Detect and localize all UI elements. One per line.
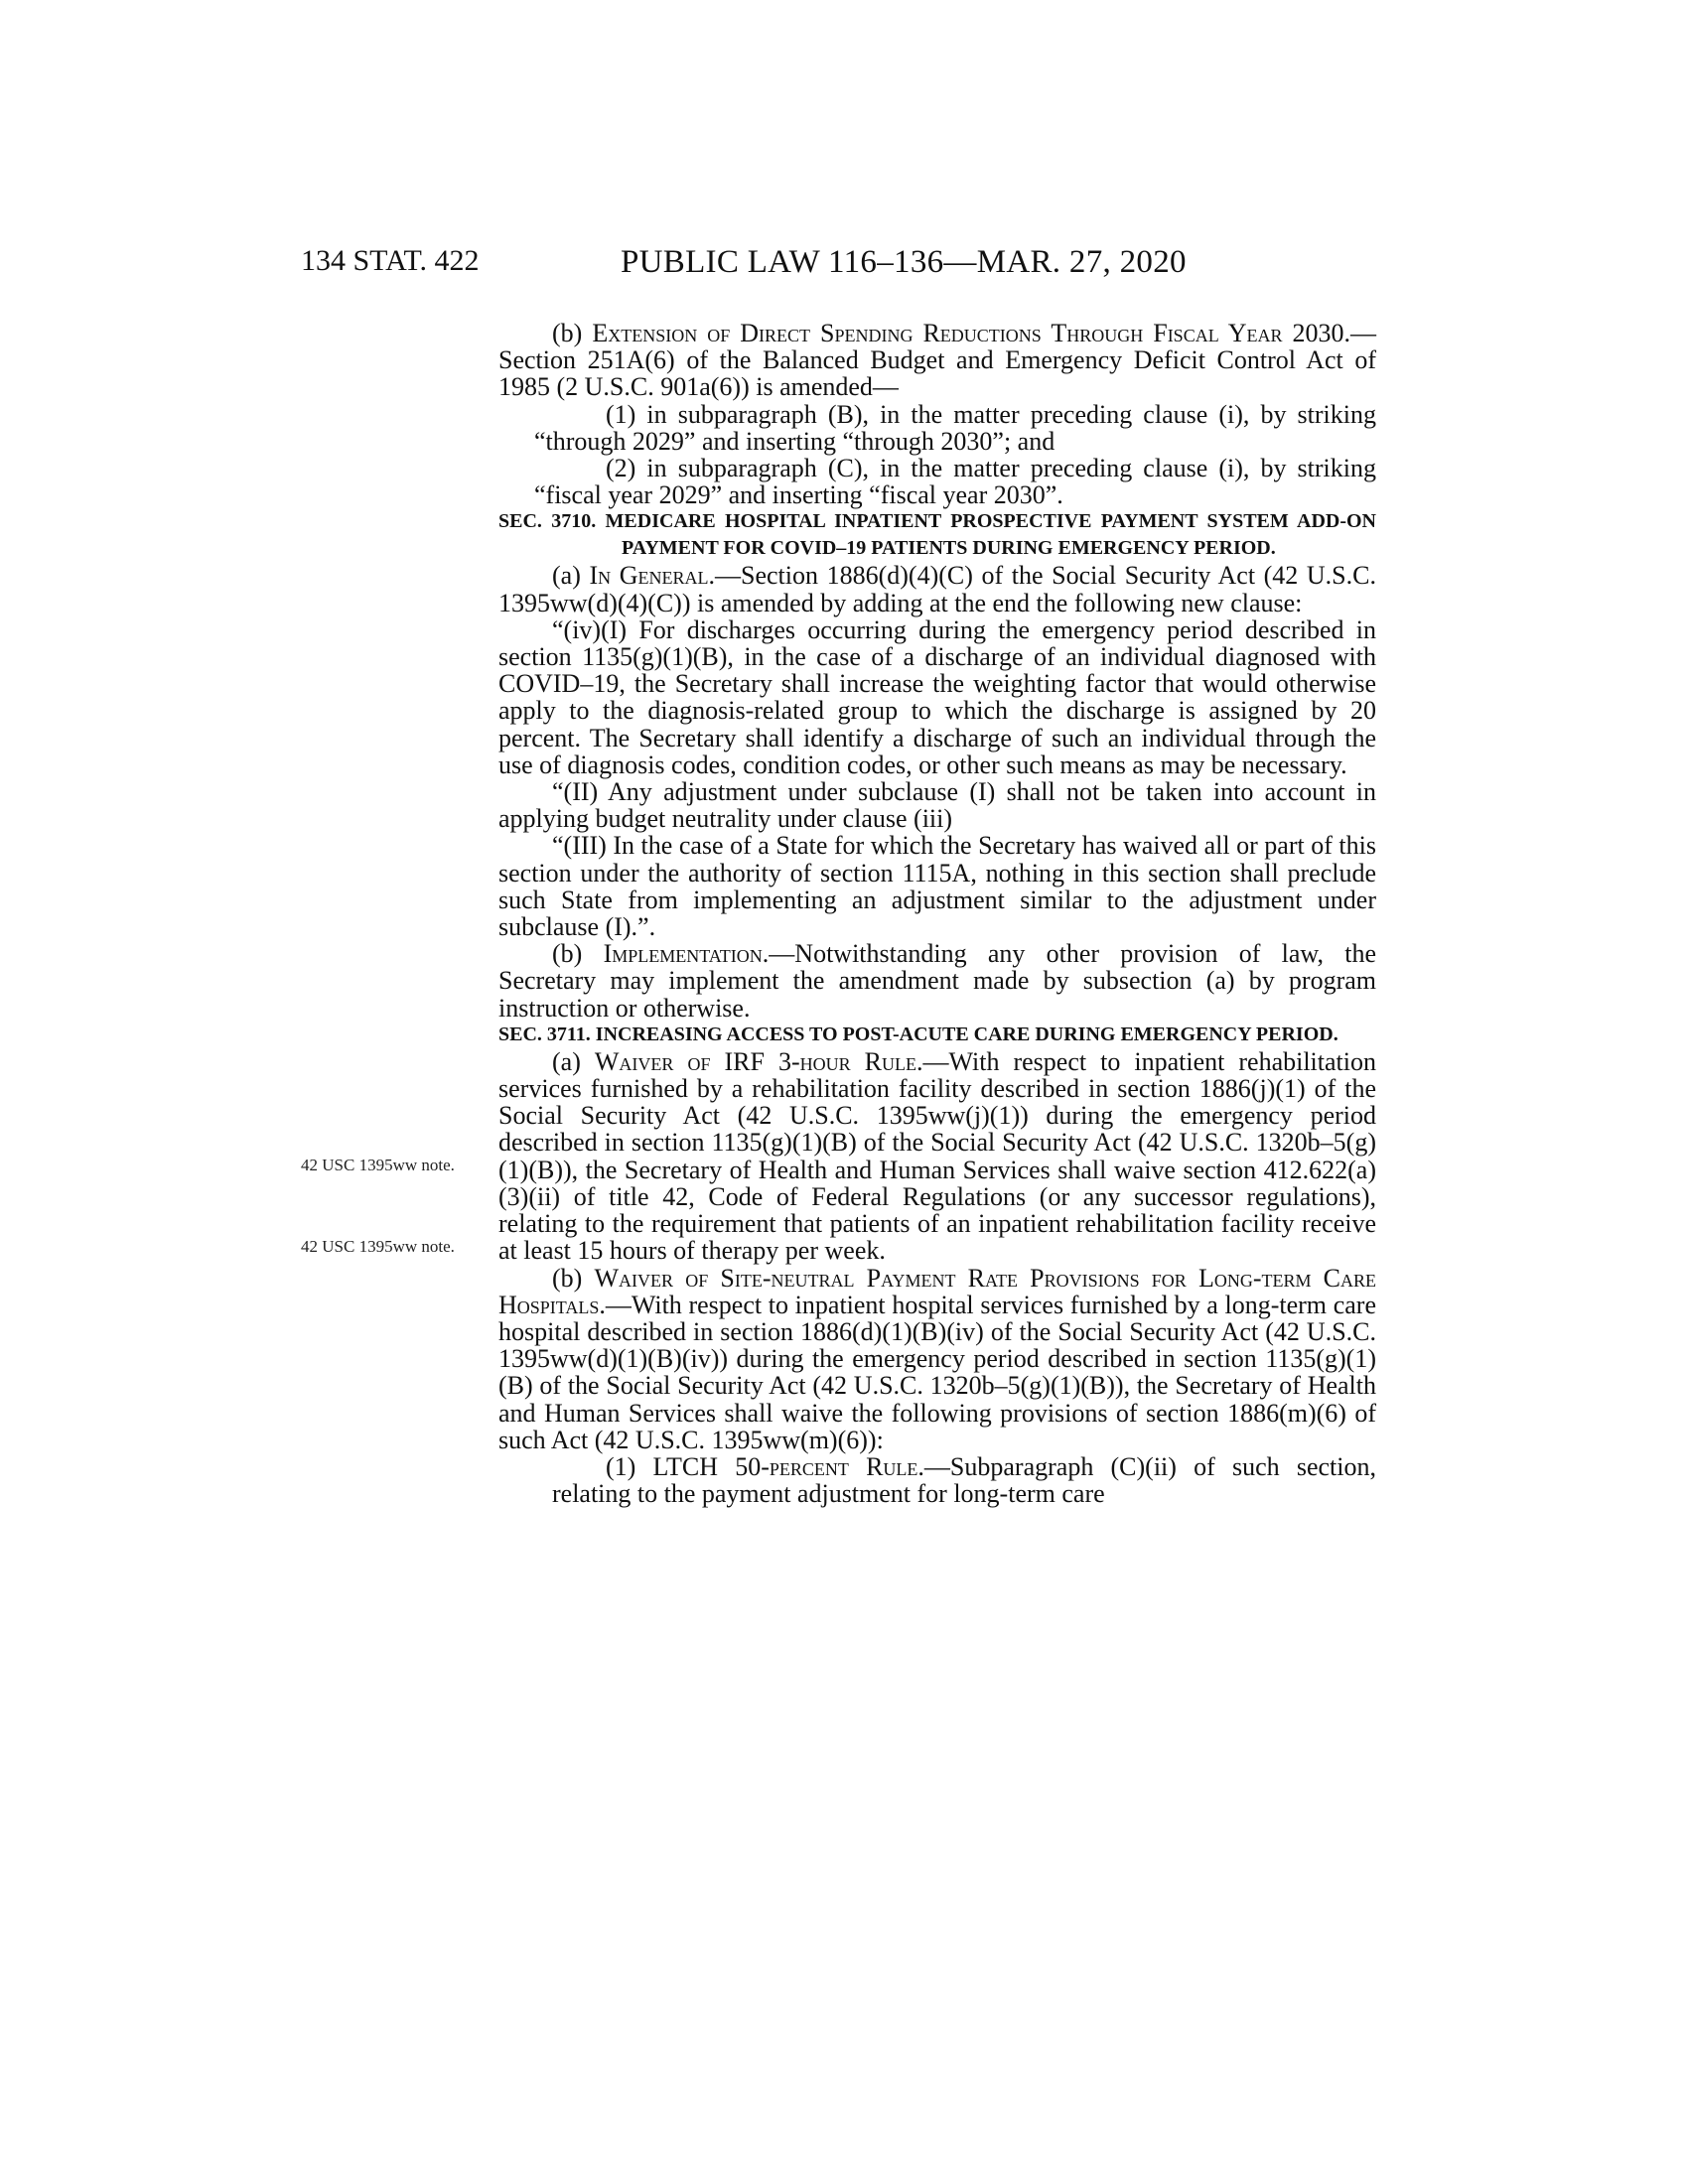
paragraph-text: —With respect to inpatient hospital services furnished by a long-term care hospital described in section 1886(d)(1)(B)(iv) of the Social Security Act (42 U.S.C. 1395ww(d)(1)(B)(iv)) during the emergency period described in section 1135(g)(1)(B) of the Social Security Act (42 U.S.C. 1320b–5(g)(1)(B)), the Secretary of Health and Human Services shall waive the following provisions of section 1886(m)(6) of such Act (42 U.S.C. 1395ww(m)(6)): [498,1290,1376,1454]
paragraph-heading: Waiver of Site-neutral Payment Rate Provisions for Long-term Care Hospitals. [498,1263,1376,1319]
clause-iii: “(III) In the case of a State for which the Secretary has waived all or part of this section under the authority of section 1115A, nothing in this section shall preclude such State from implementing an adjustment similar to the adjustment under subclause (I).”. [498,831,1376,942]
clause-ii: “(II) Any adjustment under subclause (I) shall not be taken into account in applying budget neutrality under clause (iii) [498,777,1376,834]
section-3711-heading: SEC. 3711. INCREASING ACCESS TO POST-ACUTE CARE DURING EMERGENCY PERIOD. [498,1023,1338,1045]
paragraph-heading: In General. [589,561,715,591]
item-label: (1) LTCH [606,1451,719,1481]
paragraph-heading: Implementation. [603,939,770,969]
paragraph-label: (b) [552,319,583,347]
margin-note-usc-1: 42 USC 1395ww note. [301,1156,455,1174]
paragraph-heading: Waiver of IRF 3-hour Rule. [594,1046,923,1076]
document-body [498,320,1376,1507]
paragraph-label: (a) [552,561,581,591]
running-header [0,244,1688,288]
paragraph-waiver-site-neutral [498,1265,1376,1453]
margin-note-usc-2: 42 USC 1395ww note. [301,1237,455,1256]
paragraph-heading: Extension of Direct Spending Reductions Through Fiscal Year 2030. [592,319,1351,347]
list-item-ltch [498,1453,1376,1507]
paragraph-text: —Section 251A(6) of the Balanced Budget and Emergency Deficit Control Act of 1985 (2 U.S.C. 901a(6)) is amended— [498,319,1377,402]
stat-page-reference: 134 STAT. 422 [301,244,480,277]
item-text: —Subparagraph (C)(ii) of such section, relating to the payment adjustment for long-term care [552,1451,1377,1509]
paragraph-implementation [498,940,1376,1022]
item-heading: 50-percent Rule. [735,1451,924,1481]
clause-iv-i: “(iv)(I) For discharges occurring during the emergency period described in section 1135(g)(1)(B), in the case of a discharge of an individual diagnosed with COVID–19, the Secretary shall increase the weighting factor that would otherwise apply to the diagnosis-related group to which the discharge is assigned by 20 percent. The Secretary shall identify a discharge of such an individual through the use of diagnosis codes, condition codes, or other such means as may be necessary. [498,614,1376,779]
paragraph-waiver-irf [498,1048,1376,1265]
paragraph-label: (b) [552,939,583,969]
list-item-1: (1) in subparagraph (B), in the matter preceding clause (i), by striking “through 2029” and inserting “through 2030”; and [534,399,1376,456]
section-3710-heading: SEC. 3710. MEDICARE HOSPITAL INPATIENT PROSPECTIVE PAYMENT SYSTEM ADD-ON PAYMENT FOR COVID–19 PATIENTS DURING EMERGENCY PERIOD. [498,510,1376,560]
paragraph-text: —Notwithstanding any other provision of law, the Secretary may implement the amendment made by subsection (a) by program instruction or otherwise. [498,939,1377,1023]
public-law-title: PUBLIC LAW 116–136—MAR. 27, 2020 [621,244,1187,280]
list-item-2: (2) in subparagraph (C), in the matter preceding clause (i), by striking “fiscal year 2029” and inserting “fiscal year 2030”. [534,454,1376,510]
paragraph-label: (a) [552,1046,581,1076]
paragraph-label: (b) [552,1263,583,1293]
paragraph-in-general [498,562,1376,615]
paragraph-text: —Section 1886(d)(4)(C) of the Social Security Act (42 U.S.C. 1395ww(d)(4)(C)) is amended by adding at the end the following new clause: [498,561,1376,617]
paragraph-extension-direct-spending [498,320,1376,401]
paragraph-text: —With respect to inpatient rehabilitation services furnished by a rehabilitation facility described in section 1886(j)(1) of the Social Security Act (42 U.S.C. 1395ww(j)(1)) during the emergency period described in section 1135(g)(1)(B) of the Social Security Act (42 U.S.C. 1320b–5(g)(1)(B)), the Secretary of Health and Human Services shall waive section 412.622(a)(3)(ii) of title 42, Code of Federal Regulations (or any successor regulations), relating to the requirement that patients of an inpatient rehabilitation facility receive at least 15 hours of therapy per week. [498,1046,1376,1266]
